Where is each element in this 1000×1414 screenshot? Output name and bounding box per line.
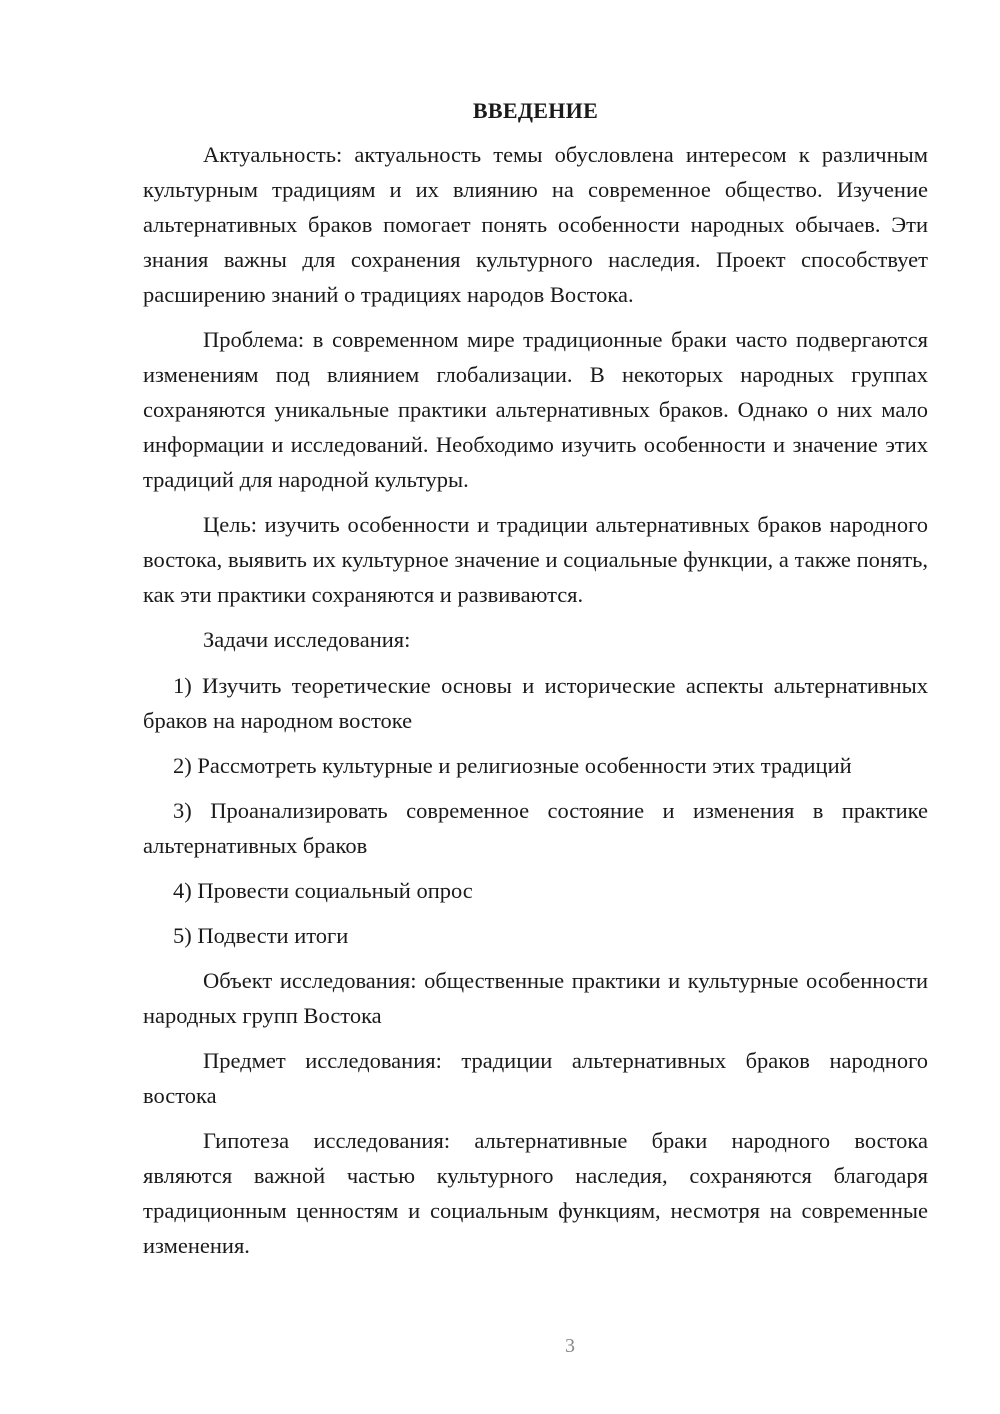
task-item-4: 4) Провести социальный опрос bbox=[173, 878, 473, 903]
task-item-1: 1) Изучить теоретические основы и исторические аспекты альтернативных браков на народном востоке bbox=[143, 673, 928, 733]
page-number: 3 bbox=[565, 1335, 575, 1357]
goal-paragraph: Цель: изучить особенности и традиции альтернативных браков народного востока, выявить их культурное значение и социальные функции, а также понять, как эти практики сохраняются и развиваются. bbox=[143, 512, 928, 607]
document-body bbox=[143, 93, 928, 1273]
object-paragraph: Объект исследования: общественные практики и культурные особенности народных групп Востока bbox=[143, 968, 928, 1028]
hypothesis-paragraph: Гипотеза исследования: альтернативные браки народного востока являются важной частью культурного наследия, сохраняются благодаря традиционным ценностям и социальным функциям, несмотря на современные изменения. bbox=[143, 1128, 928, 1258]
relevance-paragraph: Актуальность: актуальность темы обусловлена интересом к различным культурным традициям и их влиянию на современное общество. Изучение альтернативных браков помогает понять особенности народных обычаев. Эти знания важны для сохранения культурного наследия. Проект способствует расширению знаний о традициях народов Востока. bbox=[143, 142, 928, 307]
task-item-3: 3) Проанализировать современное состояние и изменения в практике альтернативных браков bbox=[143, 798, 928, 858]
subject-paragraph: Предмет исследования: традиции альтернативных браков народного востока bbox=[143, 1048, 928, 1108]
task-item-5: 5) Подвести итоги bbox=[173, 923, 349, 948]
problem-paragraph: Проблема: в современном мире традиционные браки часто подвергаются изменениям под влиянием глобализации. В некоторых народных группах сохраняются уникальные практики альтернативных браков. Однако о них мало информации и исследований. Необходимо изучить особенности и значение этих традиций для народной культуры. bbox=[143, 327, 928, 492]
tasks-heading: Задачи исследования: bbox=[203, 627, 411, 652]
section-title: ВВЕДЕНИЕ bbox=[472, 98, 599, 123]
task-item-2: 2) Рассмотреть культурные и религиозные особенности этих традиций bbox=[173, 753, 852, 778]
